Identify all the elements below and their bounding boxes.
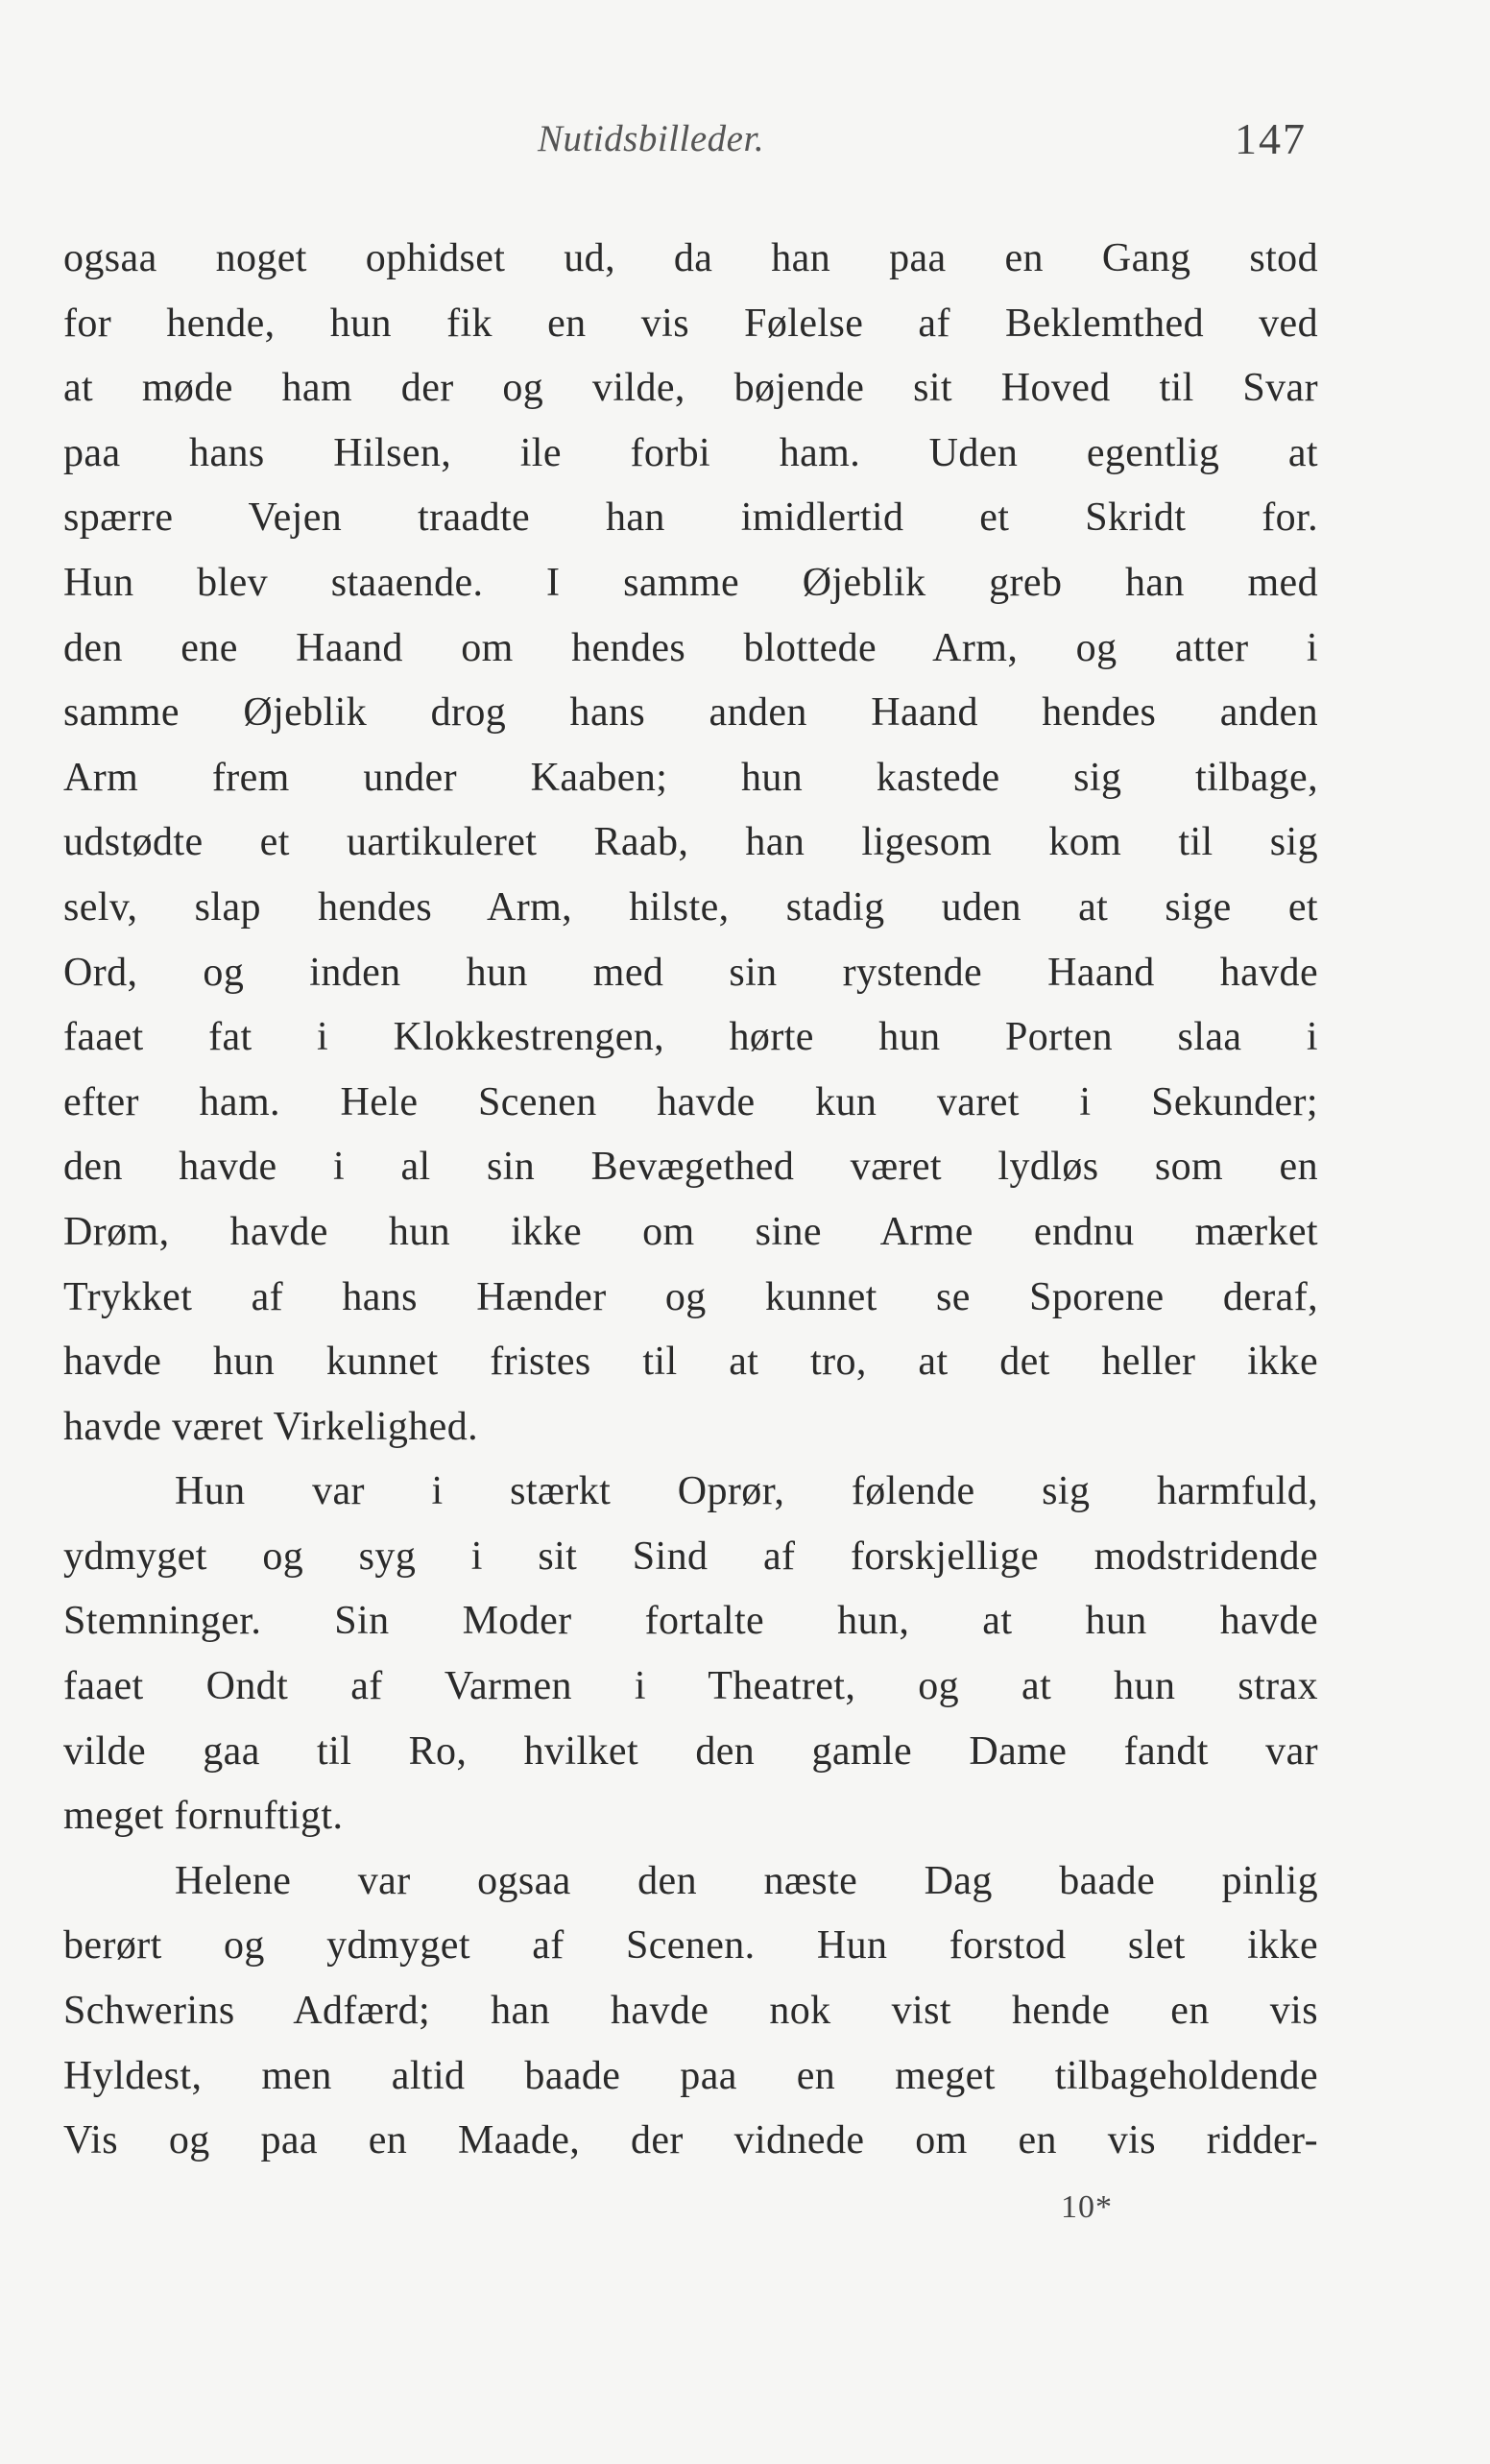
text-line: faaet Ondt af Varmen i Theatret, og at hun strax (63, 1664, 1318, 1709)
text-line: at møde ham der og vilde, bøjende sit Hoved til Svar (63, 366, 1318, 411)
paragraph-start-line: Hun var i stærkt Oprør, følende sig harmfuld, (175, 1469, 1318, 1514)
text-line: Vis og paa en Maade, der vidnede om en vis ridder- (63, 2118, 1318, 2163)
text-line: samme Øjeblik drog hans anden Haand hendes anden (63, 690, 1318, 736)
text-line: havde hun kunnet fristes til at tro, at det heller ikke (63, 1340, 1318, 1385)
text-line: paa hans Hilsen, ile forbi ham. Uden egentlig at (63, 430, 1318, 475)
text-line: udstødte et uartikuleret Raab, han ligesom kom til sig (63, 820, 1318, 865)
text-line: Hyldest, men altid baade paa en meget tilbageholdende (63, 2053, 1318, 2098)
running-title: Nutidsbilleder. (538, 118, 765, 159)
text-line: Stemninger. Sin Moder fortalte hun, at hun havde (63, 1599, 1318, 1644)
text-line: den havde i al sin Bevægethed været lydløs som en (63, 1145, 1318, 1190)
text-line: vilde gaa til Ro, hvilket den gamle Dame fandt var (63, 1728, 1318, 1774)
text-line: spærre Vejen traadte han imidlertid et Skridt for. (63, 495, 1318, 541)
text-line: ogsaa noget ophidset ud, da han paa en Gang stod (63, 236, 1318, 280)
text-line: berørt og ydmyget af Scenen. Hun forstod slet ikke (63, 1923, 1318, 1969)
text-line: ydmyget og syg i sit Sind af forskjellige modstridende (63, 1534, 1318, 1579)
text-line: Drøm, havde hun ikke om sine Arme endnu mærket (63, 1209, 1318, 1254)
text-line: efter ham. Hele Scenen havde kun varet i Sekunder; (63, 1079, 1318, 1124)
signature-mark: 10* (1061, 2189, 1113, 2225)
text-line: faaet fat i Klokkestrengen, hørte hun Porten slaa i (63, 1015, 1318, 1060)
text-line: Arm frem under Kaaben; hun kastede sig tilbage, (63, 755, 1318, 800)
text-line: selv, slap hendes Arm, hilste, stadig uden at sige et (63, 884, 1318, 930)
paragraph-end-line: havde været Virkelighed. (63, 1404, 479, 1449)
page-number: 147 (1235, 114, 1307, 163)
text-line: Ord, og inden hun med sin rystende Haand havde (63, 950, 1318, 995)
paragraph-start-line: Helene var ogsaa den næste Dag baade pinlig (175, 1858, 1318, 1903)
paragraph-end-line: meget fornuftigt. (63, 1794, 344, 1839)
text-line: Hun blev staaende. I samme Øjeblik greb han med (63, 560, 1318, 605)
body-text (63, 227, 1318, 2174)
text-line: Schwerins Adfærd; han havde nok vist hende en vis (63, 1989, 1318, 2034)
text-line: for hende, hun fik en vis Følelse af Beklemthed ved (63, 301, 1318, 346)
text-line: den ene Haand om hendes blottede Arm, og atter i (63, 625, 1318, 670)
running-head (0, 113, 1490, 171)
text-line: Trykket af hans Hænder og kunnet se Sporene deraf, (63, 1274, 1318, 1319)
